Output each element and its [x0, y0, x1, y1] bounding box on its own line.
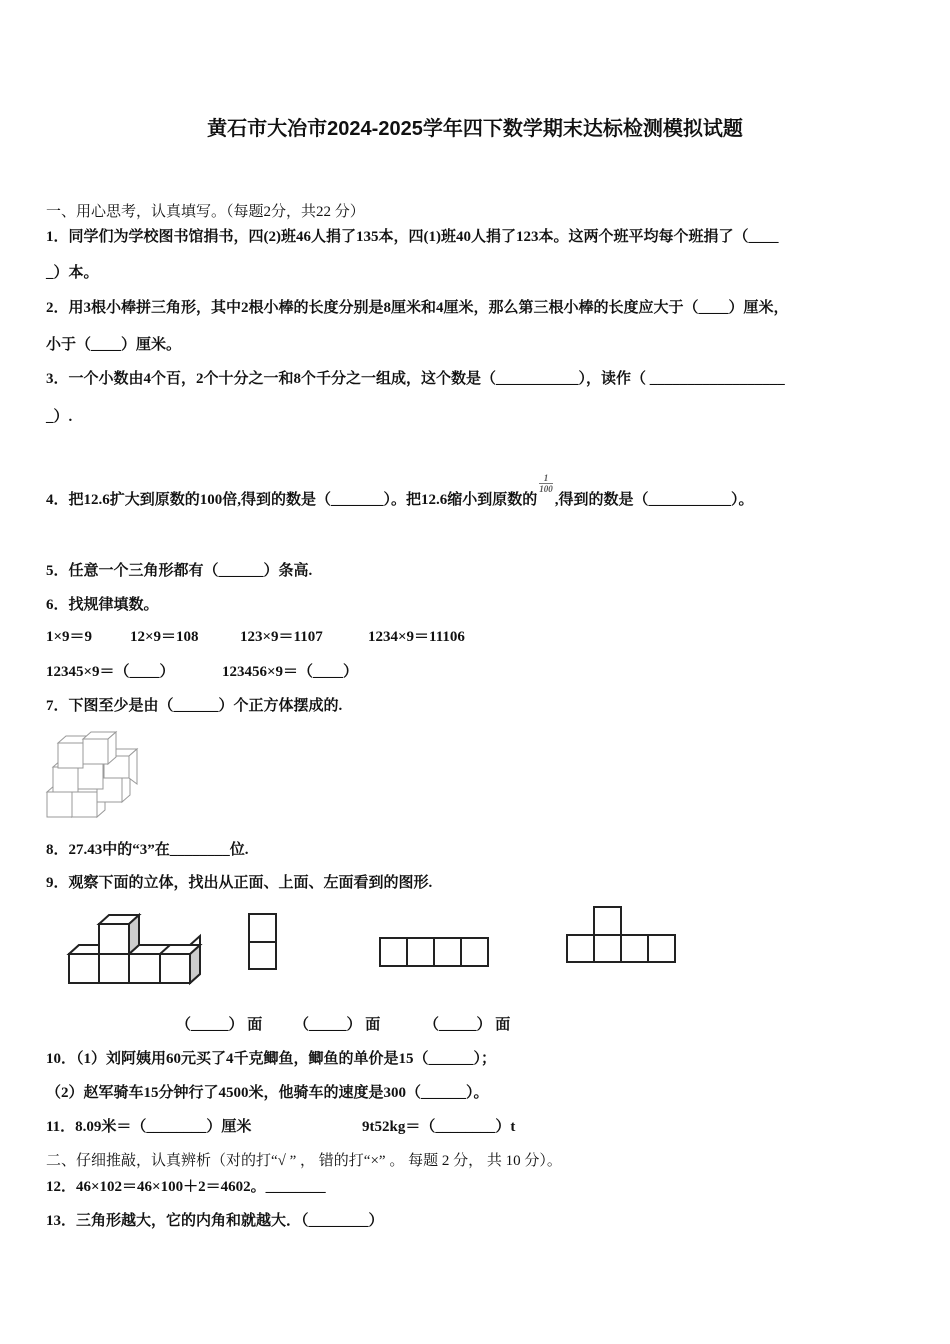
face-answer-blank: （_____） 面 [424, 1017, 511, 1033]
pattern-blank: 123456×9＝（____） [222, 664, 359, 680]
page-title: 黄石市大冶市2024-2025学年四下数学期末达标检测模拟试题 [207, 118, 743, 140]
question-13: 13．三角形越大，它的内角和就越大．（________） [46, 1213, 384, 1229]
question-3-line-2: _）. [46, 409, 73, 425]
question-10-line-2: （2）赵军骑车15分钟行了4500米，他骑车的速度是300（______）。 [46, 1085, 489, 1101]
pattern-example: 123×9＝1107 [240, 629, 323, 645]
question-3-line-1: 3．一个小数由4个百，2个十分之一和8个千分之一组成，这个数是（___________），读作（ __________________ [46, 371, 785, 387]
question-1-line-2: _）本。 [46, 265, 99, 281]
question-9-prompt: 9．观察下面的立体，找出从正面、上面、左面看到的图形. [46, 875, 433, 891]
question-11-part-2: 9t52kg＝（________）t [362, 1119, 516, 1135]
question-5: 5．任意一个三角形都有（______）条高. [46, 563, 313, 579]
fraction-denominator: 100 [539, 484, 553, 494]
view-figure-vertical [247, 912, 279, 972]
question-8: 8．27.43中的“3”在________位. [46, 842, 249, 858]
pattern-blank: 12345×9＝（____） [46, 664, 175, 680]
question-11-part-1: 11．8.09米＝（________）厘米 [46, 1119, 252, 1135]
question-12: 12．46×102＝46×100＋2＝4602。________ [46, 1179, 326, 1195]
question-1-line-1: 1．同学们为学校图书馆捐书，四(2)班46人捐了135本，四(1)班40人捐了123本。这两个班平均每个班捐了（____ [46, 229, 779, 245]
pattern-example: 1×9＝9 [46, 629, 93, 645]
solid-figure [66, 910, 206, 986]
stacked-cubes-figure [44, 726, 144, 822]
question-6-prompt: 6．找规律填数。 [46, 597, 159, 613]
section-2-heading: 二、仔细推敲，认真辨析（对的打“√ ” ， 错的打“×” 。 每题 2 分， 共 10 分）。 [46, 1153, 562, 1169]
question-2-line-1: 2．用3根小棒拼三角形，其中2根小棒的长度分别是8厘米和4厘米，那么第三根小棒的长度应大于（____）厘米， [46, 300, 789, 316]
fraction-one-hundredth [539, 473, 553, 494]
section-1-heading: 一、用心思考，认真填写。（每题2分，共22 分） [46, 204, 365, 220]
pattern-example: 12×9＝108 [130, 629, 199, 645]
question-4 [46, 473, 754, 510]
fraction-numerator: 1 [543, 473, 549, 483]
question-4-part-2: ,得到的数是（___________）。 [554, 492, 754, 508]
view-figure-row [378, 936, 492, 968]
view-figure-t-shape [565, 905, 679, 965]
question-2-line-2: 小于（____）厘米。 [46, 337, 182, 353]
question-10-line-1: 10．（1）刘阿姨用60元买了4千克鲫鱼，鲫鱼的单价是15（______）； [46, 1051, 497, 1067]
question-7: 7．下图至少是由（______）个正方体摆成的. [46, 698, 343, 714]
face-answer-blank: （_____） 面 [176, 1017, 263, 1033]
pattern-example: 1234×9＝11106 [368, 629, 465, 645]
question-4-part-1: 4．把12.6扩大到原数的100倍,得到的数是（_______）。把12.6缩小到原数的 [46, 492, 538, 508]
face-answer-blank: （_____） 面 [294, 1017, 381, 1033]
